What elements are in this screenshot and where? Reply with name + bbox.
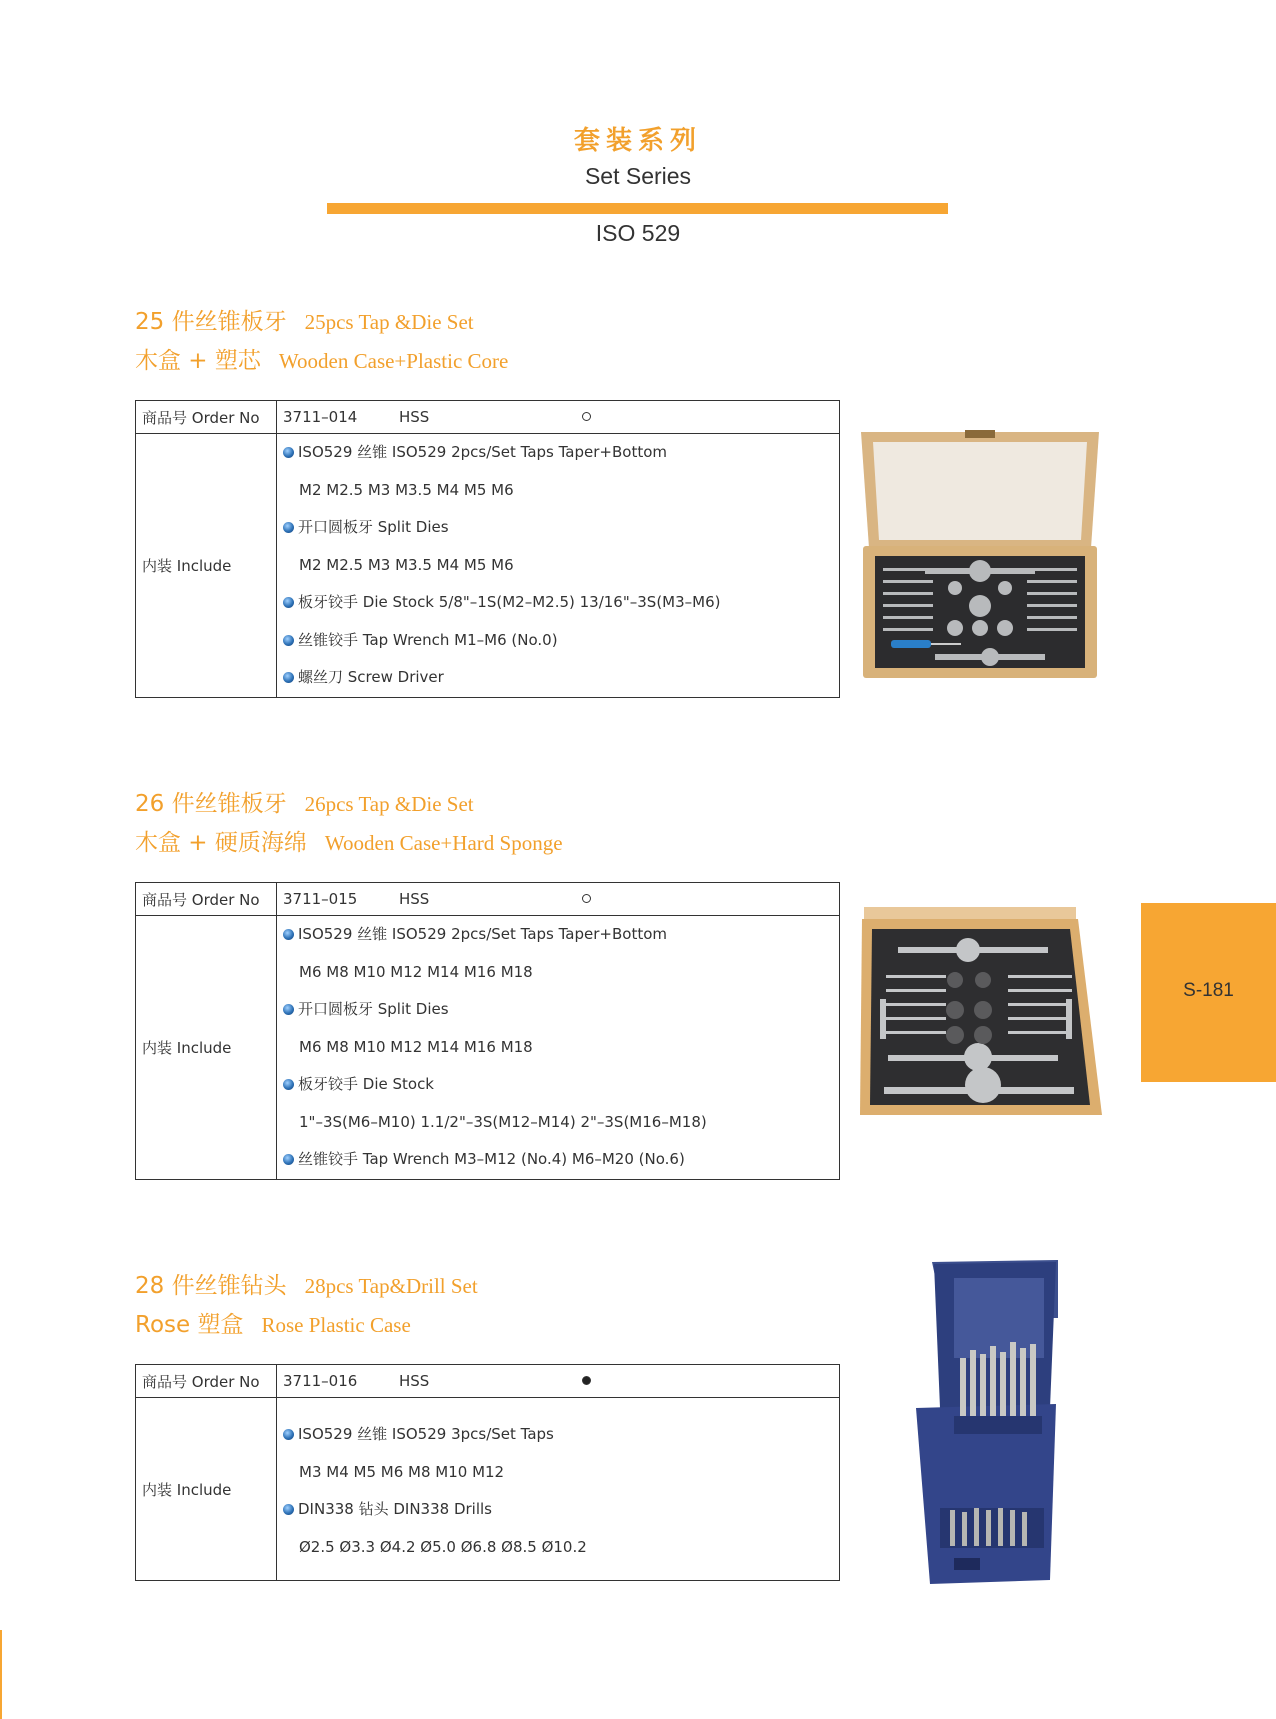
include-item — [283, 1416, 833, 1454]
section-2-subtitle-cn: 木盒 + 硬质海绵 — [135, 830, 307, 856]
include-sizes-text: M2 M2.5 M3 M3.5 M4 M5 M6 — [299, 480, 514, 499]
include-sizes-text: M6 M8 M10 M12 M14 M16 M18 — [299, 1037, 533, 1056]
bullet-icon — [283, 1004, 294, 1015]
include-label: 内装 Include — [136, 1398, 277, 1581]
section-1-subtitle-cn: 木盒 + 塑芯 — [135, 348, 261, 374]
include-item-text: 丝锥铰手 Tap Wrench M1–M6 (No.0) — [298, 630, 558, 649]
order-cell — [277, 401, 840, 434]
order-no-label: 商品号 Order No — [136, 1365, 277, 1398]
include-item-text: 开口圆板牙 Split Dies — [298, 1000, 449, 1018]
bullet-icon — [283, 929, 294, 940]
bullet-icon — [283, 635, 294, 646]
header-standard: ISO 529 — [595, 220, 681, 246]
order-no-label: 商品号 Order No — [136, 883, 277, 916]
order-row — [136, 1365, 840, 1398]
section-3-subtitle-en: Rose Plastic Case — [261, 1313, 411, 1337]
section-3-spec-table — [135, 1364, 840, 1581]
include-item-text: 板牙铰手 Die Stock 5/8"–1S(M2–M2.5) 13/16"–3S(M3–M6) — [298, 593, 721, 611]
page-number-tab — [1141, 903, 1276, 1082]
header-title-cn: 套装系列 — [573, 126, 702, 156]
order-no-label: 商品号 Order No — [136, 401, 277, 434]
section-3-title-cn: 28 件丝锥钻头 — [135, 1273, 287, 1299]
include-item-text: DIN338 钻头 DIN338 Drills — [298, 1500, 492, 1518]
order-number: 3711–015 — [283, 890, 358, 908]
include-sizes — [283, 1454, 833, 1492]
bullet-icon — [283, 447, 294, 458]
header-divider — [327, 203, 948, 214]
bullet-icon — [283, 1154, 294, 1165]
bullet-icon — [283, 1504, 294, 1515]
product-photo-wooden-case-hard-sponge — [858, 905, 1108, 1120]
material-label: HSS — [399, 408, 430, 426]
include-label: 内装 Include — [136, 434, 277, 698]
section-2-title-cn: 26 件丝锥板牙 — [135, 791, 287, 817]
include-item-text: 螺丝刀 Screw Driver — [298, 668, 444, 686]
availability-filled-circle-icon — [582, 1376, 591, 1385]
include-sizes-text: 1"–3S(M6–M10) 1.1/2"–3S(M12–M14) 2"–3S(M16–M18) — [299, 1112, 707, 1131]
include-item-text: ISO529 丝锥 ISO529 3pcs/Set Taps — [298, 1425, 554, 1443]
include-sizes — [283, 472, 833, 510]
page-number: S-181 — [1183, 980, 1234, 1001]
include-sizes-text: Ø2.5 Ø3.3 Ø4.2 Ø5.0 Ø6.8 Ø8.5 Ø10.2 — [299, 1537, 587, 1556]
section-2-title — [135, 785, 474, 818]
left-edge-accent — [0, 1630, 2, 1719]
material-label: HSS — [399, 890, 430, 908]
include-item-text: 板牙铰手 Die Stock — [298, 1075, 434, 1093]
section-1-title-cn: 25 件丝锥板牙 — [135, 309, 287, 335]
include-sizes — [283, 1104, 833, 1142]
section-1-subtitle-en: Wooden Case+Plastic Core — [278, 349, 509, 373]
include-item-text: ISO529 丝锥 ISO529 2pcs/Set Taps Taper+Bottom — [298, 925, 668, 943]
include-sizes-text: M6 M8 M10 M12 M14 M16 M18 — [299, 962, 533, 981]
include-item — [283, 622, 833, 660]
include-sizes-text: M2 M2.5 M3 M3.5 M4 M5 M6 — [299, 555, 514, 574]
order-row — [136, 883, 840, 916]
include-list — [277, 434, 840, 698]
section-3-subtitle-cn: Rose 塑盒 — [135, 1312, 244, 1338]
section-2-subtitle — [135, 824, 563, 857]
include-item — [283, 1141, 833, 1179]
order-number: 3711–016 — [283, 1372, 358, 1390]
include-sizes-text: M3 M4 M5 M6 M8 M10 M12 — [299, 1462, 505, 1481]
material-label: HSS — [399, 1372, 430, 1390]
include-list — [277, 916, 840, 1180]
include-row — [136, 1398, 840, 1581]
include-item — [283, 1066, 833, 1104]
include-list — [277, 1398, 840, 1581]
include-item — [283, 509, 833, 547]
include-item — [283, 916, 833, 954]
section-3-title-en: 28pcs Tap&Drill Set — [304, 1274, 478, 1298]
section-1-title-en: 25pcs Tap &Die Set — [304, 310, 474, 334]
section-3-title — [135, 1267, 478, 1300]
section-3-subtitle — [135, 1306, 411, 1339]
section-2-title-en: 26pcs Tap &Die Set — [304, 792, 474, 816]
include-item — [283, 1491, 833, 1529]
include-sizes — [283, 954, 833, 992]
include-item — [283, 434, 833, 472]
bullet-icon — [283, 672, 294, 683]
header-title-en: Set Series — [584, 163, 692, 189]
section-2-spec-table — [135, 882, 840, 1180]
include-sizes — [283, 1529, 833, 1567]
order-row — [136, 401, 840, 434]
include-label: 内装 Include — [136, 916, 277, 1180]
section-1-title — [135, 303, 474, 336]
bullet-icon — [283, 1079, 294, 1090]
section-1-spec-table — [135, 400, 840, 698]
order-cell — [277, 1365, 840, 1398]
include-item-text: 开口圆板牙 Split Dies — [298, 518, 449, 536]
include-sizes — [283, 1029, 833, 1067]
order-number: 3711–014 — [283, 408, 358, 426]
order-cell — [277, 883, 840, 916]
product-photo-rose-plastic-case — [910, 1258, 1060, 1588]
section-1-subtitle — [135, 342, 508, 375]
include-sizes — [283, 547, 833, 585]
bullet-icon — [283, 597, 294, 608]
include-item — [283, 584, 833, 622]
product-photo-wooden-case-plastic-core — [855, 428, 1105, 678]
bullet-icon — [283, 522, 294, 533]
include-row — [136, 434, 840, 698]
section-2-subtitle-en: Wooden Case+Hard Sponge — [324, 831, 563, 855]
include-item — [283, 659, 833, 697]
include-item-text: ISO529 丝锥 ISO529 2pcs/Set Taps Taper+Bottom — [298, 443, 668, 461]
availability-open-circle-icon — [582, 412, 591, 421]
bullet-icon — [283, 1429, 294, 1440]
include-item-text: 丝锥铰手 Tap Wrench M3–M12 (No.4) M6–M20 (No.6) — [298, 1150, 685, 1168]
include-row — [136, 916, 840, 1180]
include-item — [283, 991, 833, 1029]
availability-open-circle-icon — [582, 894, 591, 903]
